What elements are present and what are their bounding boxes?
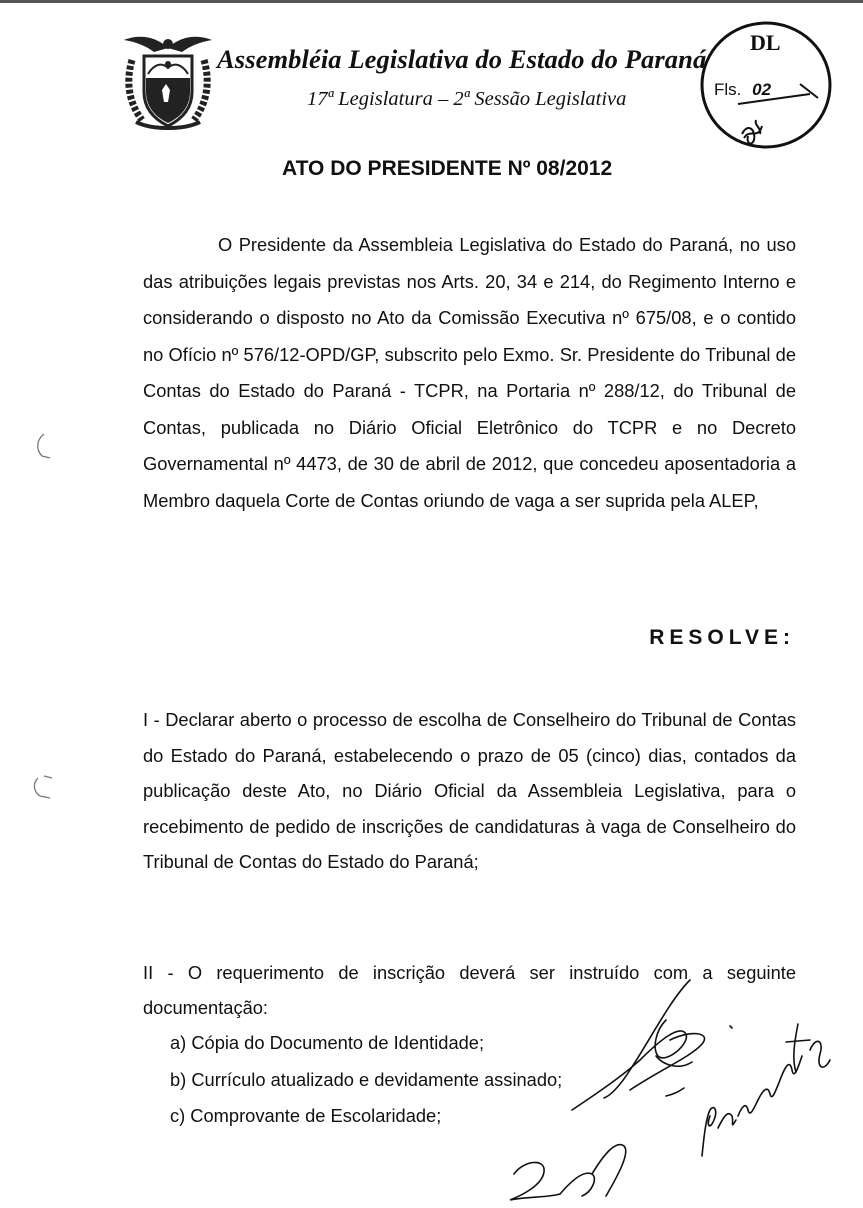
scan-margin-mark (30, 772, 60, 802)
organization-name: Assembléia Legislativa do Estado do Paraná (217, 44, 707, 74)
preamble-paragraph (143, 227, 796, 519)
preamble-text: O Presidente da Assembleia Legislativa do Estado do Paraná, no uso das atribuições legais previstas nos Arts. 20, 34 e 214, do Regimento Interno e considerando o disposto no Ato da Comissão Executiva nº 675/08, e o contido no Ofício nº 576/12-OPD/GP, subscrito pelo Exmo. Sr. Presidente do Tribunal de Contas do Estado do Paraná - TCPR, na Portaria nº 288/12, do Tribunal de Contas, publicada no Diário Oficial Eletrônico do TCPR e no Decreto Governamental nº 4473, de 30 de abril de 2012, que concedeu aposentadoria a Membro daquela Corte de Contas oriundo de vaga a ser suprida pela ALEP, (143, 234, 796, 511)
item-2-paragraph: II - O requerimento de inscrição deverá ser instruído com a seguinte documentação: (143, 962, 796, 1018)
scan-margin-mark (32, 432, 54, 462)
stamp-fls-label: Fls. (714, 80, 742, 99)
stamp-page-label (714, 80, 771, 100)
list-item: b) Currículo atualizado e devidamente assinado; (170, 1068, 563, 1090)
document-title: ATO DO PRESIDENTE Nº 08/2012 (282, 157, 613, 180)
stamp-code: DL (750, 30, 781, 55)
list-item: a) Cópia do Documento de Identidade; (170, 1032, 485, 1053)
legislative-session: 17ª Legislatura – 2ª Sessão Legislativa (307, 88, 627, 110)
resolve-heading: RESOLVE: (649, 626, 795, 649)
handwritten-signatures (480, 960, 863, 1208)
parana-coat-of-arms-icon (122, 30, 214, 132)
item-1-paragraph: I - Declarar aberto o processo de escolha de Conselheiro do Tribunal de Contas do Estado do Paraná, estabelecendo o prazo de 05 (cinco) dias, contados da publicação deste Ato, no Diário Oficial da Assembleia Legislativa, para o recebimento de pedido de inscrições de candidaturas à vaga de Conselheiro do Tribunal de Contas do Estado do Paraná; (143, 709, 796, 872)
list-item: c) Comprovante de Escolaridade; (170, 1105, 442, 1126)
stamp-fls-number: 02 (752, 80, 772, 99)
scan-top-border (0, 0, 863, 3)
